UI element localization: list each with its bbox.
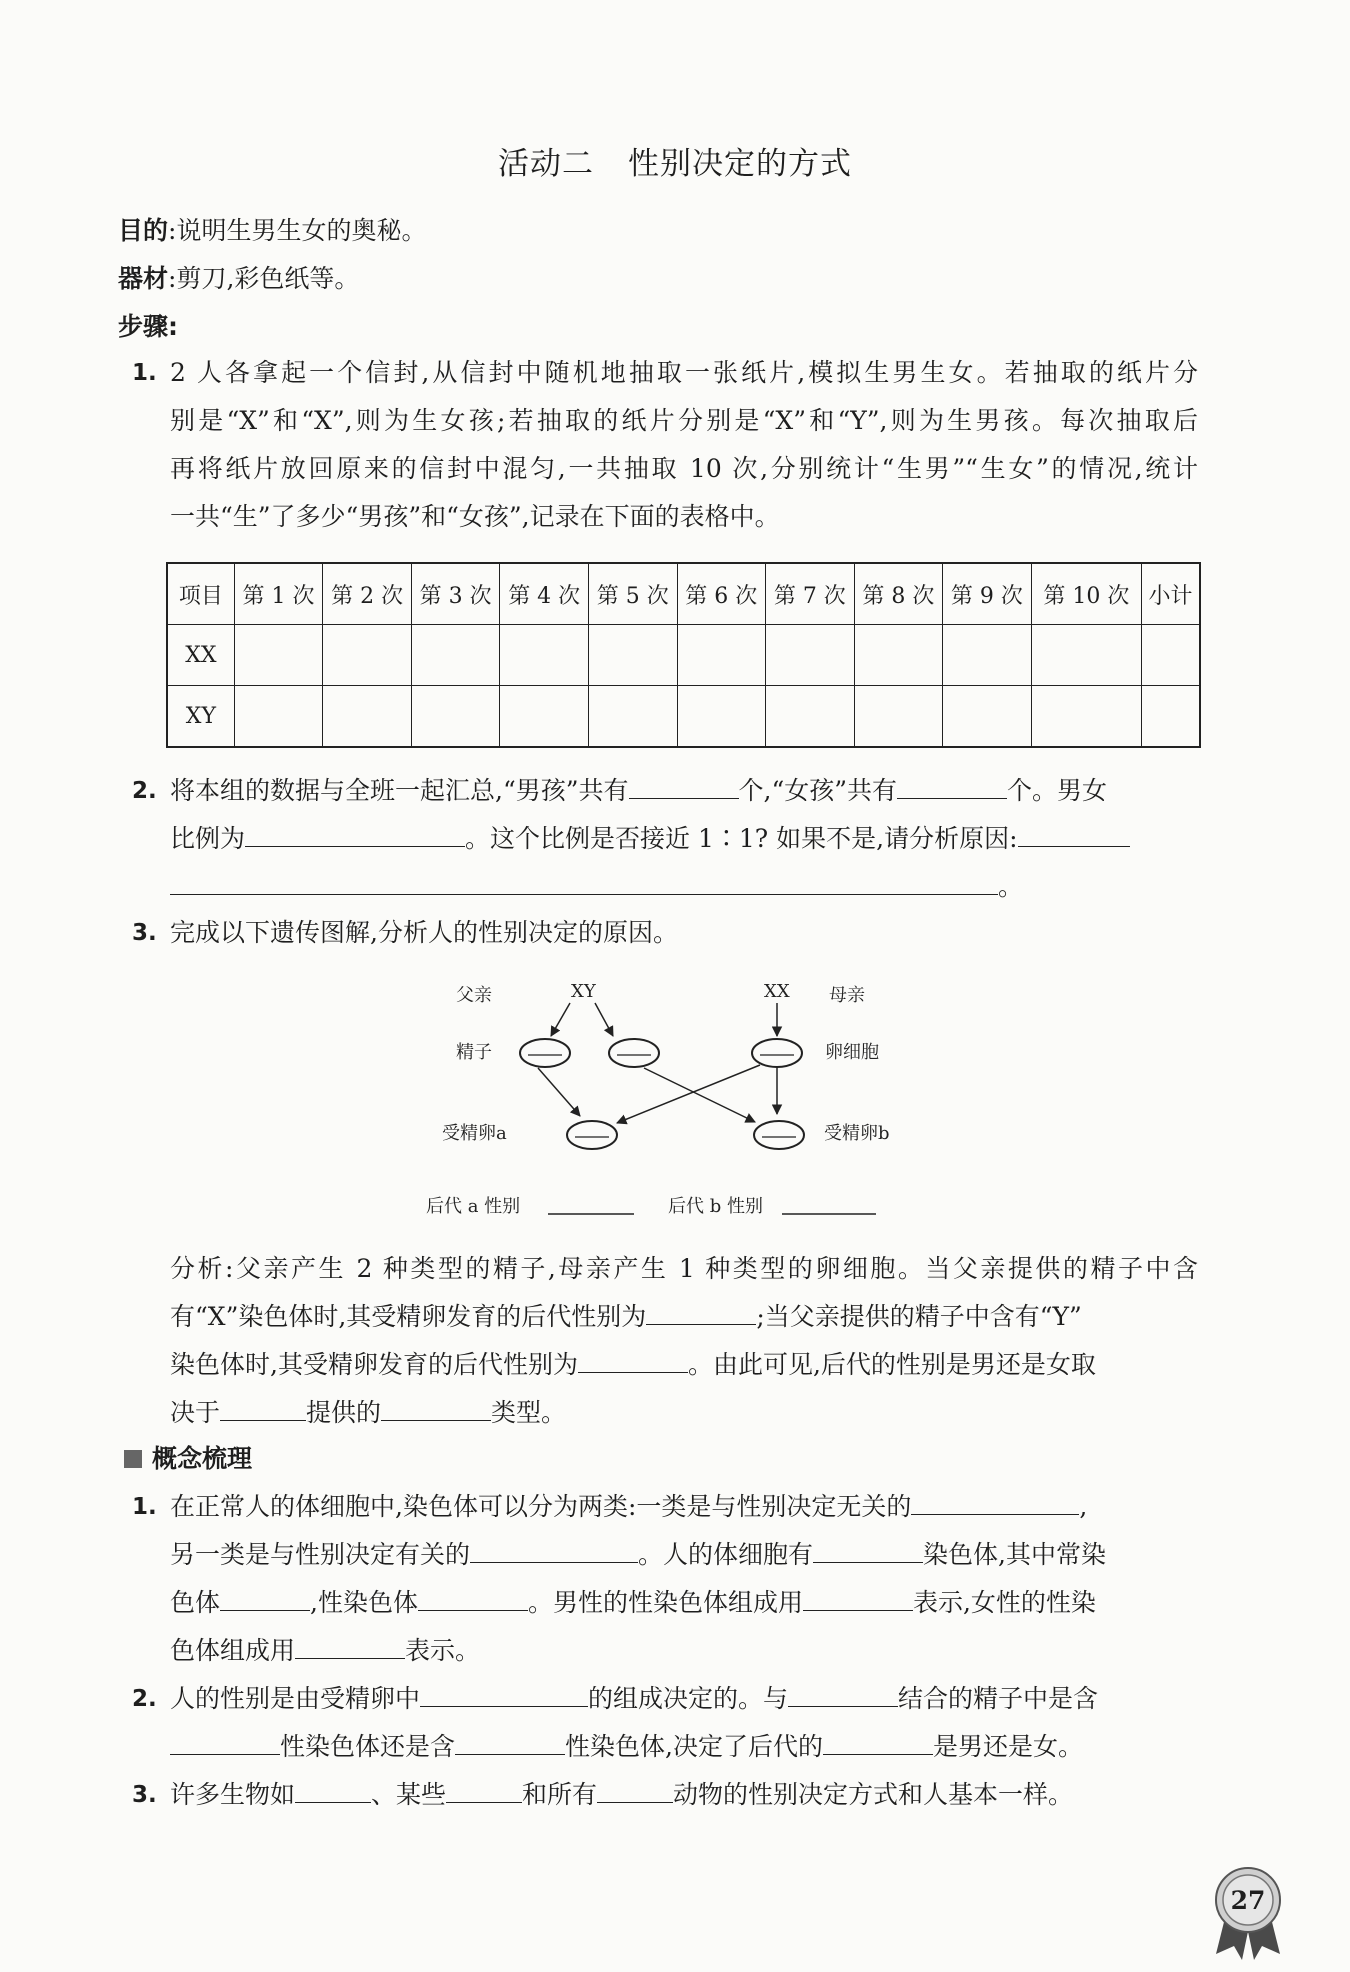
table-header-cell: 第 7 次 [766, 563, 855, 625]
analysis-line-4: 决于 提供的 类型。 [170, 1398, 567, 1427]
offspring-a-label: 后代 a 性别 [426, 1196, 521, 1217]
table-cell[interactable] [411, 686, 500, 748]
egg-label: 卵细胞 [825, 1042, 879, 1063]
purpose-line: 目的:说明生男生女的奥秘。 [118, 216, 427, 245]
step1-line-1: 2 人各拿起一个信封,从信封中随机地抽取一张纸片,模拟生男生女。若抽取的纸片分 [170, 358, 1198, 387]
table-cell[interactable] [854, 625, 943, 686]
arrow-sperm1-to-zygote-a [538, 1068, 580, 1116]
table-cell[interactable] [943, 625, 1032, 686]
table-cell[interactable] [588, 625, 677, 686]
step3-line: 完成以下遗传图解,分析人的性别决定的原因。 [170, 918, 678, 947]
concept3-line: 许多生物如 、某些 和所有 动物的性别决定方式和人基本一样。 [170, 1780, 1074, 1809]
step1-line-3: 再将纸片放回原来的信封中混匀,一共抽取 10 次,分别统计“生男”“生女”的情况,统计 [170, 454, 1198, 483]
materials-line: 器材:剪刀,彩色纸等。 [118, 264, 360, 293]
step2-line-2: 比例为 。这个比例是否接近 1∶1? 如果不是,请分析原因: [170, 824, 1130, 854]
egg-cell [752, 1039, 802, 1067]
table-header-cell: 第 2 次 [323, 563, 412, 625]
page-number: 27 [1230, 1886, 1266, 1915]
arrow-sperm2-to-zygote-b [644, 1068, 755, 1122]
zygote-a-label: 受精卵a [442, 1123, 507, 1144]
table-cell[interactable] [234, 625, 323, 686]
table-cell[interactable] [1142, 625, 1200, 686]
concept1-line-4: 色体组成用 表示。 [170, 1636, 481, 1665]
father-genotype: XY [571, 981, 596, 1002]
answer-blank[interactable] [446, 1780, 522, 1803]
answer-blank[interactable] [1018, 824, 1130, 847]
zygote-b [754, 1121, 804, 1149]
answer-blank[interactable] [295, 1636, 405, 1659]
answer-blank[interactable] [381, 1398, 491, 1421]
table-cell[interactable] [943, 686, 1032, 748]
answer-blank[interactable] [629, 776, 739, 799]
answer-blank[interactable] [470, 1540, 638, 1563]
step1-line-2: 别是“X”和“X”,则为生女孩;若抽取的纸片分别是“X”和“Y”,则为生男孩。每次抽取后 [170, 406, 1198, 435]
table-cell[interactable] [766, 686, 855, 748]
concept3-number: 3. [132, 1782, 157, 1808]
sperm-cell-1 [520, 1039, 570, 1067]
answer-blank[interactable] [823, 1732, 933, 1755]
concept1-number: 1. [132, 1494, 157, 1520]
father-label: 父亲 [456, 985, 492, 1006]
table-header-cell: 第 6 次 [677, 563, 766, 625]
step3-number: 3. [132, 920, 157, 946]
concept2-line-2: 性染色体还是含 性染色体,决定了后代的 是男还是女。 [170, 1732, 1083, 1762]
table-row-label: XY [167, 686, 234, 748]
analysis-line-1: 分析:父亲产生 2 种类型的精子,母亲产生 1 种类型的卵细胞。当父亲提供的精子中含 [170, 1254, 1198, 1283]
answer-blank[interactable] [170, 872, 998, 895]
table-header-cell: 第 5 次 [588, 563, 677, 625]
table-header-cell: 第 1 次 [234, 563, 323, 625]
answer-blank[interactable] [897, 776, 1007, 799]
zygote-a [567, 1121, 617, 1149]
answer-blank[interactable] [220, 1588, 310, 1611]
answer-blank[interactable] [220, 1398, 306, 1421]
table-row-label: XX [167, 625, 234, 686]
mother-genotype: XX [764, 981, 790, 1002]
page-number-badge [1208, 1862, 1288, 1962]
genetic-diagram [420, 975, 940, 1230]
answer-blank[interactable] [245, 824, 465, 847]
table-header-cell: 第 3 次 [411, 563, 500, 625]
concept1-line-1: 在正常人的体细胞中,染色体可以分为两类:一类是与性别决定无关的 , [170, 1492, 1088, 1521]
analysis-line-2: 有“X”染色体时,其受精卵发育的后代性别为 ;当父亲提供的精子中含有“Y” [170, 1302, 1082, 1331]
table-header-cell: 第 4 次 [500, 563, 589, 625]
record-table [166, 562, 1201, 748]
sperm-cell-2 [609, 1039, 659, 1067]
table-row [167, 625, 1200, 686]
step1-line-4: 一共“生”了多少“男孩”和“女孩”,记录在下面的表格中。 [170, 502, 780, 531]
analysis-line-3: 染色体时,其受精卵发育的后代性别为 。由此可见,后代的性别是男还是女取 [170, 1350, 1096, 1379]
answer-blank[interactable] [788, 1684, 898, 1707]
table-header-row [167, 563, 1200, 625]
table-cell[interactable] [1031, 625, 1141, 686]
answer-blank[interactable] [803, 1588, 913, 1611]
step1-number: 1. [132, 360, 157, 386]
table-row [167, 686, 1200, 748]
mother-label: 母亲 [829, 985, 865, 1006]
answer-blank[interactable] [295, 1780, 371, 1803]
table-cell[interactable] [854, 686, 943, 748]
table-cell[interactable] [677, 686, 766, 748]
concept1-line-2: 另一类是与性别决定有关的 。人的体细胞有 染色体,其中常染 [170, 1540, 1106, 1569]
zygote-b-label: 受精卵b [824, 1123, 890, 1144]
table-cell[interactable] [323, 625, 412, 686]
answer-blank[interactable] [813, 1540, 923, 1563]
table-cell[interactable] [500, 625, 589, 686]
table-cell[interactable] [234, 686, 323, 748]
answer-blank[interactable] [597, 1780, 673, 1803]
table-header-cell: 项目 [167, 563, 234, 625]
section-heading: 概念梳理 [124, 1444, 252, 1474]
table-header-cell: 小计 [1142, 563, 1200, 625]
table-cell[interactable] [588, 686, 677, 748]
step2-line-3: 。 [170, 872, 1023, 902]
answer-blank[interactable] [911, 1492, 1079, 1515]
answer-blank[interactable] [455, 1732, 565, 1755]
step2-line-1: 将本组的数据与全班一起汇总,“男孩”共有 个,“女孩”共有 个。男女 [170, 776, 1108, 805]
section-square-icon [124, 1450, 142, 1468]
offspring-b-label: 后代 b 性别 [668, 1196, 763, 1217]
step2-number: 2. [132, 778, 157, 804]
table-cell[interactable] [677, 625, 766, 686]
concept1-line-3: 色体 ,性染色体 。男性的性染色体组成用 表示,女性的性染 [170, 1588, 1096, 1617]
concept2-line-1: 人的性别是由受精卵中 的组成决定的。与 结合的精子中是含 [170, 1684, 1099, 1713]
answer-blank[interactable] [646, 1302, 756, 1325]
arrow-xy-to-sperm2 [595, 1003, 613, 1036]
table-cell[interactable] [411, 625, 500, 686]
answer-blank[interactable] [170, 1732, 280, 1755]
concept2-number: 2. [132, 1686, 157, 1712]
answer-blank[interactable] [418, 1588, 528, 1611]
arrow-xy-to-sperm1 [551, 1003, 570, 1036]
table-cell[interactable] [323, 686, 412, 748]
sperm-label: 精子 [456, 1042, 492, 1063]
table-cell[interactable] [1031, 686, 1141, 748]
steps-label: 步骤: [118, 312, 178, 341]
table-cell[interactable] [500, 686, 589, 748]
table-header-cell: 第 9 次 [943, 563, 1032, 625]
table-header-cell: 第 10 次 [1031, 563, 1141, 625]
answer-blank[interactable] [420, 1684, 588, 1707]
table-cell[interactable] [766, 625, 855, 686]
table-cell[interactable] [1142, 686, 1200, 748]
page-title: 活动二 性别决定的方式 [498, 146, 852, 182]
answer-blank[interactable] [578, 1350, 688, 1373]
table-header-cell: 第 8 次 [854, 563, 943, 625]
